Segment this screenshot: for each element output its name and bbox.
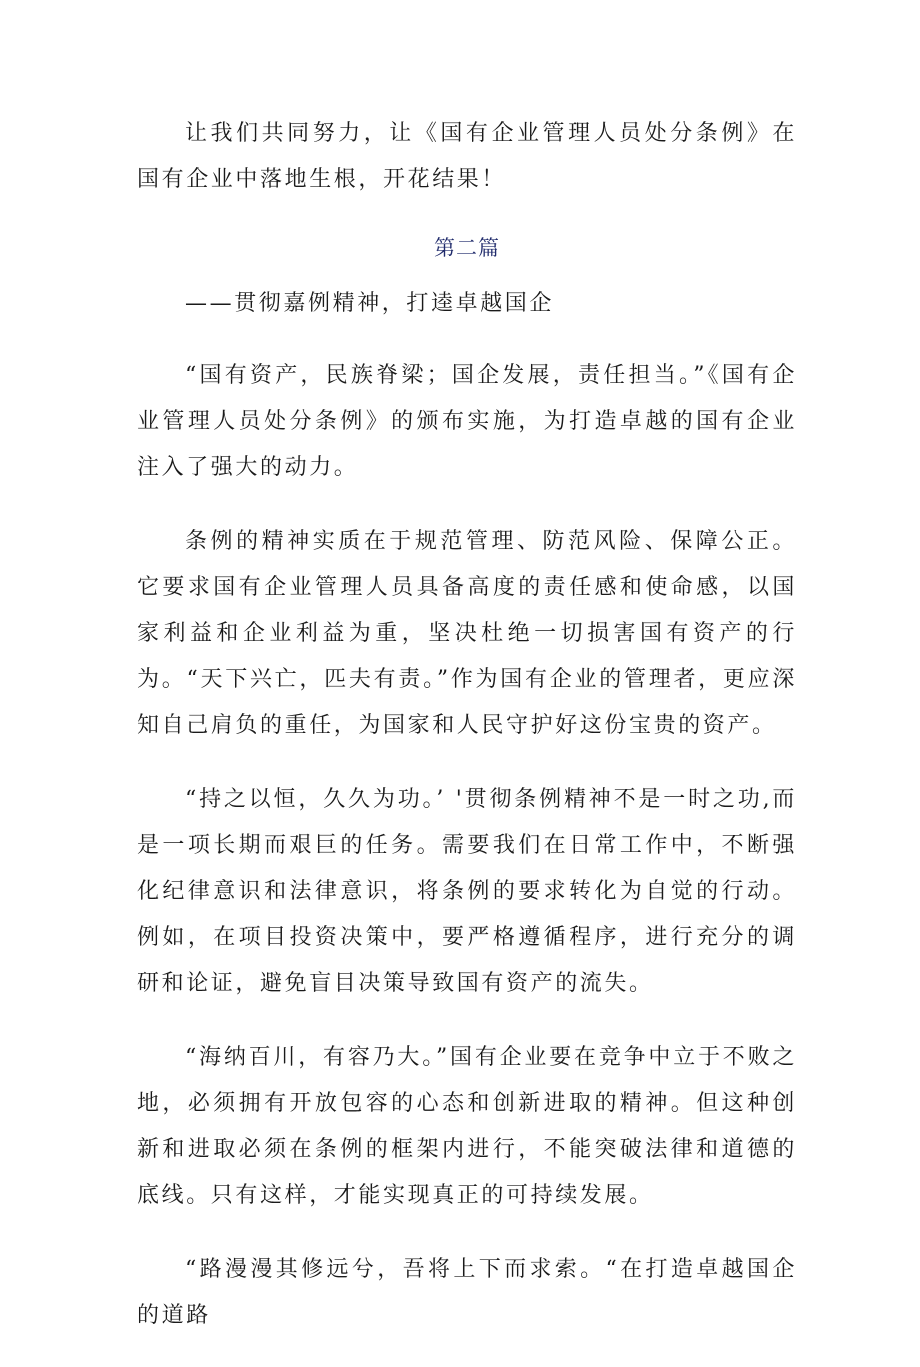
body-paragraph-2: 条例的精神实质在于规范管理、防范风险、保障公正。它要求国有企业管理人员具备高度的责任感和使命感，以国家利益和企业利益为重，坚决杜绝一切损害国有资产的行为。“天下兴亡，匹夫有责。”作为国有企业的管理者，更应深知自己肩负的重任，为国家和人民守护好这份宝贵的资产。 [137,529,797,738]
section-heading: 第二篇 [434,236,500,260]
section-subtitle: ——贯彻嘉例精神，打逵卓越国企 [185,291,555,316]
document-body [137,111,797,1367]
body-paragraph-3: “持之以恒，久久为功。’ '贯彻条例精神不是一时之功,而是一项长期而艰巨的任务。需要我们在日常工作中，不断强化纪律意识和法律意识，将条例的要求转化为自觉的行动。例如，在项目投资决策中，要严格遵循程序，进行充分的调研和论证，避免盲目决策导致国有资产的流失。 [137,787,797,996]
body-paragraph-1: “国有资产，民族脊梁；国企发展，责任担当。”《国有企业管理人员处分条例》的颁布实施，为打造卓越的国有企业注入了强大的动力。 [137,363,797,480]
body-paragraph-5: “路漫漫其修远兮，吾将上下而求索。“在打造卓越国企的道路 [137,1257,797,1328]
closing-paragraph: 让我们共同努力，让《国有企业管理人员处分条例》在国有企业中落地生根，开花结果！ [137,121,797,192]
body-paragraph-4: “海纳百川，有容乃大。”国有企业要在竞争中立于不败之地，必须拥有开放包容的心态和创新进取的精神。但这种创新和进取必须在条例的框架内进行，不能突破法律和道德的底线。只有这样，才能实现真正的可持续发展。 [137,1045,797,1208]
